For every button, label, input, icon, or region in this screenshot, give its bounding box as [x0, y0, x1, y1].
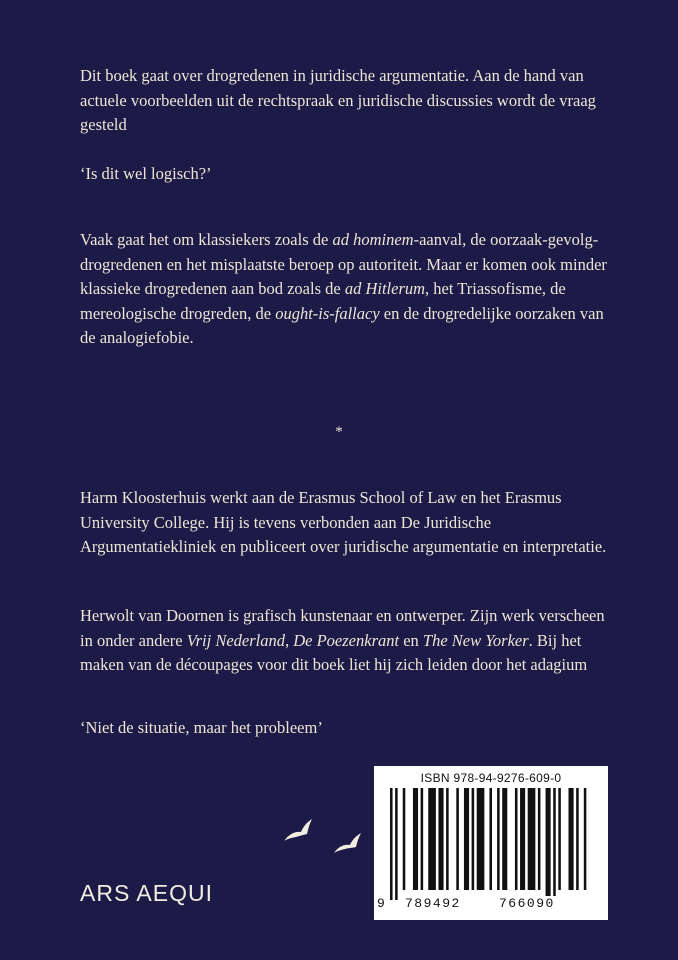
two-birds-icon: [280, 815, 364, 855]
isbn-label: ISBN 978-94-9276-609-0: [420, 771, 562, 785]
barcode-digit-first: 9: [377, 896, 385, 911]
barcode-bar: [456, 788, 459, 890]
barcode-bar: [515, 788, 518, 890]
examples-text-4: en de drogredelijke oorzaken van de analogiefobie.: [80, 303, 604, 347]
barcode-bar: [497, 788, 500, 890]
barcode-bar: [528, 788, 536, 890]
barcode-bar: [472, 788, 475, 890]
illustrator-italic-1: Vrij Nederland: [186, 630, 285, 650]
barcode-bar: [464, 788, 469, 890]
barcode-bar: [584, 788, 587, 890]
examples-italic-1: ad hominem: [332, 230, 414, 249]
barcode-bar: [569, 788, 574, 890]
barcode-bar: [546, 788, 551, 900]
barcode-bar: [446, 788, 449, 890]
barcode-bar: [438, 788, 443, 890]
barcode-bar: [428, 788, 436, 890]
examples-text-3: , het Triassofisme, de mereologische drogreden, de: [80, 279, 566, 323]
barcode-digits-left: 789492: [405, 896, 461, 911]
barcode-bar: [538, 788, 541, 890]
author-bio: Harm Kloosterhuis werkt aan de Erasmus School of Law en het Erasmus University College. Hij is tevens verbonden aan De Juridische Argumentatiekliniek en publiceert over juridische argumentatie en interpretatie.: [80, 488, 607, 556]
examples-text-2: -aanval, de oorzaak-gevolg-drogredenen en het misplaatste beroep op autoriteit. Maar er komen ook minder klassieke drogredenen aan bod zoals de: [80, 230, 607, 298]
examples-text-1: Vaak gaat het om klassiekers zoals de: [80, 230, 333, 249]
barcode-digits: [374, 896, 608, 914]
illustrator-text-3: en: [399, 630, 423, 650]
publisher-logo: ARS AEQUI: [80, 880, 213, 906]
barcode-bar: [553, 788, 556, 900]
barcode-bar: [421, 788, 424, 890]
question-quote: ‘Is dit wel logisch?’: [80, 164, 212, 183]
examples-paragraph: [80, 228, 620, 351]
illustrator-text-4: . Bij het maken van de découpages voor dit boek liet hij zich leiden door het adagium: [80, 630, 588, 674]
barcode-bar: [390, 788, 393, 900]
barcode-bar: [489, 788, 492, 890]
barcode-bar: [413, 788, 418, 890]
section-separator: *: [335, 424, 343, 440]
barcode-bar: [520, 788, 525, 890]
isbn-barcode: [374, 766, 608, 920]
barcode-digits-right: 766090: [499, 896, 555, 911]
illustrator-text-2: ,: [284, 630, 294, 650]
motto-quote: ‘Niet de situatie, maar het probleem’: [80, 718, 323, 737]
illustrator-text-1: Herwolt van Doornen is grafisch kunstenaar en ontwerper. Zijn werk verscheen in onder andere: [80, 606, 605, 650]
intro-paragraph: Dit boek gaat over drogredenen in juridische argumentatie. Aan de hand van actuele voorbeelden uit de rechtspraak en juridische discussies wordt de vraag gesteld: [80, 66, 596, 134]
examples-italic-2: ad Hitlerum: [344, 279, 426, 298]
barcode-bar: [395, 788, 398, 900]
barcode-bar: [403, 788, 406, 890]
barcode-bar: [576, 788, 579, 890]
illustrator-italic-3: The New Yorker: [422, 630, 529, 650]
barcode-bar: [502, 788, 507, 890]
illustrator-bio: [80, 604, 620, 678]
barcode-bar: [558, 788, 561, 890]
illustrator-italic-2: De Poezenkrant: [293, 630, 400, 650]
barcode-bars: [386, 788, 596, 900]
barcode-bar: [477, 788, 485, 890]
examples-italic-3: ought-is-fallacy: [275, 303, 380, 323]
